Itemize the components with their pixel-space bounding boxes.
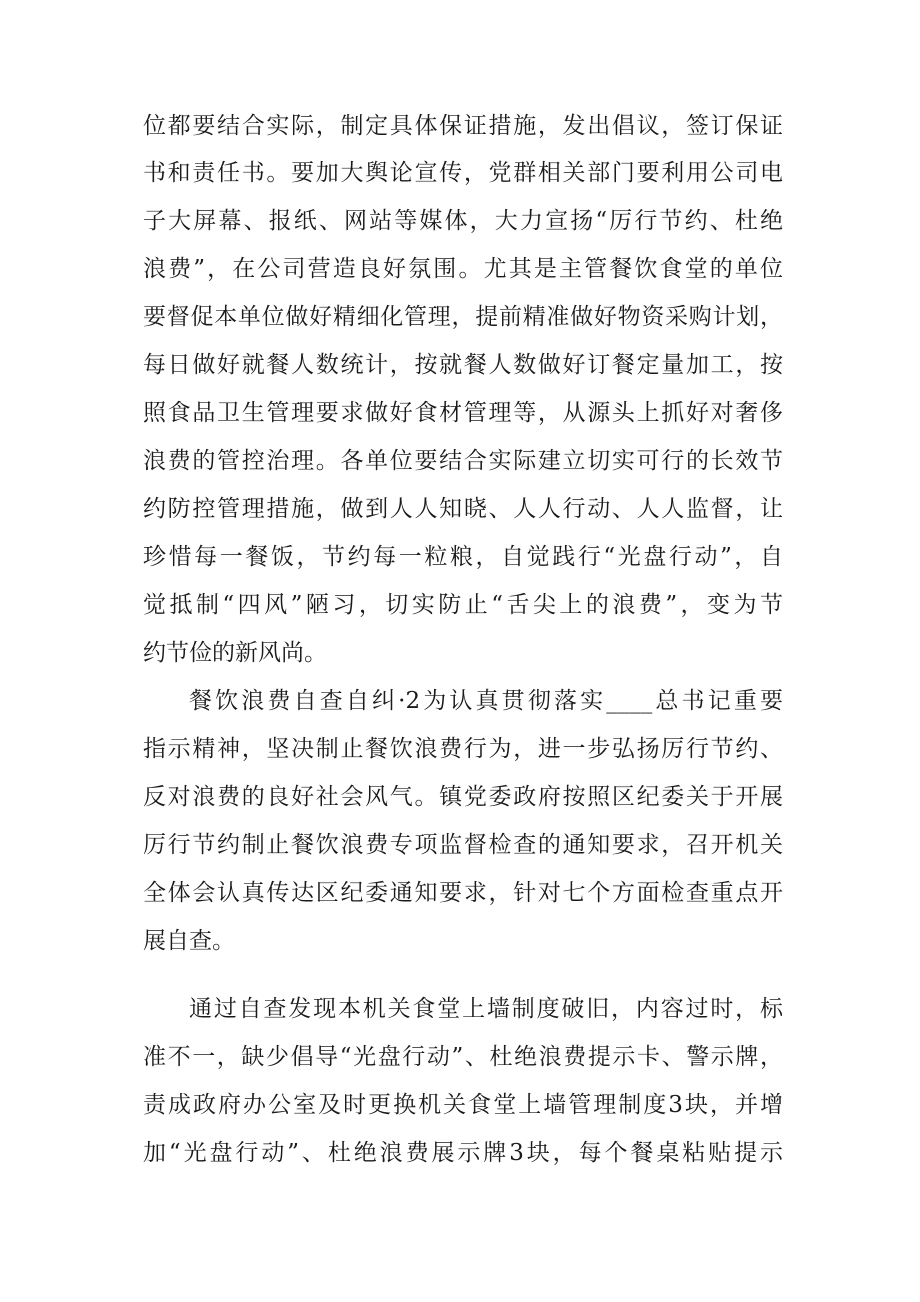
text-line: 每日做好就餐人数统计，按就餐人数做好订餐定量加工，按 — [143, 352, 783, 378]
text-line: 准不一，缺少倡导“光盘行动”、杜绝浪费提示卡、警示牌， — [143, 1044, 783, 1070]
text-line: 浪费的管控治理。各单位要结合实际建立切实可行的长效节 — [143, 448, 783, 474]
text-line: 珍惜每一餐饭，节约每一粒粮，自觉践行“光盘行动”，自 — [143, 544, 783, 570]
text-line: 位都要结合实际，制定具体保证措施，发出倡议，签订保证 — [143, 113, 783, 139]
text-line: 厉行节约制止餐饮浪费专项监督检查的通知要求，召开机关 — [143, 832, 783, 858]
text-line: 书和责任书。要加大舆论宣传，党群相关部门要利用公司电 — [143, 160, 783, 186]
text-line: 子大屏幕、报纸、网站等媒体，大力宣扬“厉行节约、杜绝 — [143, 208, 783, 234]
text-line: 展自查。 — [143, 928, 235, 954]
text-line: 加“光盘行动”、杜绝浪费展示牌3块，每个餐桌粘贴提示 — [143, 1140, 783, 1166]
text-line: 要督促本单位做好精细化管理，提前精准做好物资采购计划， — [143, 304, 783, 330]
paragraph-start-line: 餐饮浪费自查自纠·2为认真贯彻落实____总书记重要 — [189, 688, 783, 714]
text-line: 全体会认真传达区纪委通知要求，针对七个方面检查重点开 — [143, 880, 783, 906]
text-line: 约节俭的新风尚。 — [143, 640, 327, 666]
text-line: 反对浪费的良好社会风气。镇党委政府按照区纪委关于开展 — [143, 784, 783, 810]
text-line: 觉抵制“四风”陋习，切实防止“舌尖上的浪费”，变为节 — [143, 592, 783, 618]
text-line: 浪费”，在公司营造良好氛围。尤其是主管餐饮食堂的单位 — [143, 256, 783, 282]
text-line: 照食品卫生管理要求做好食材管理等，从源头上抓好对奢侈 — [143, 400, 783, 426]
paragraph-start-line: 通过自查发现本机关食堂上墙制度破旧，内容过时，标 — [189, 996, 783, 1022]
text-line: 约防控管理措施，做到人人知晓、人人行动、人人监督，让 — [143, 496, 783, 522]
text-line: 指示精神，坚决制止餐饮浪费行为，进一步弘扬厉行节约、 — [143, 736, 783, 762]
text-line: 责成政府办公室及时更换机关食堂上墙管理制度3块，并增 — [143, 1092, 783, 1118]
